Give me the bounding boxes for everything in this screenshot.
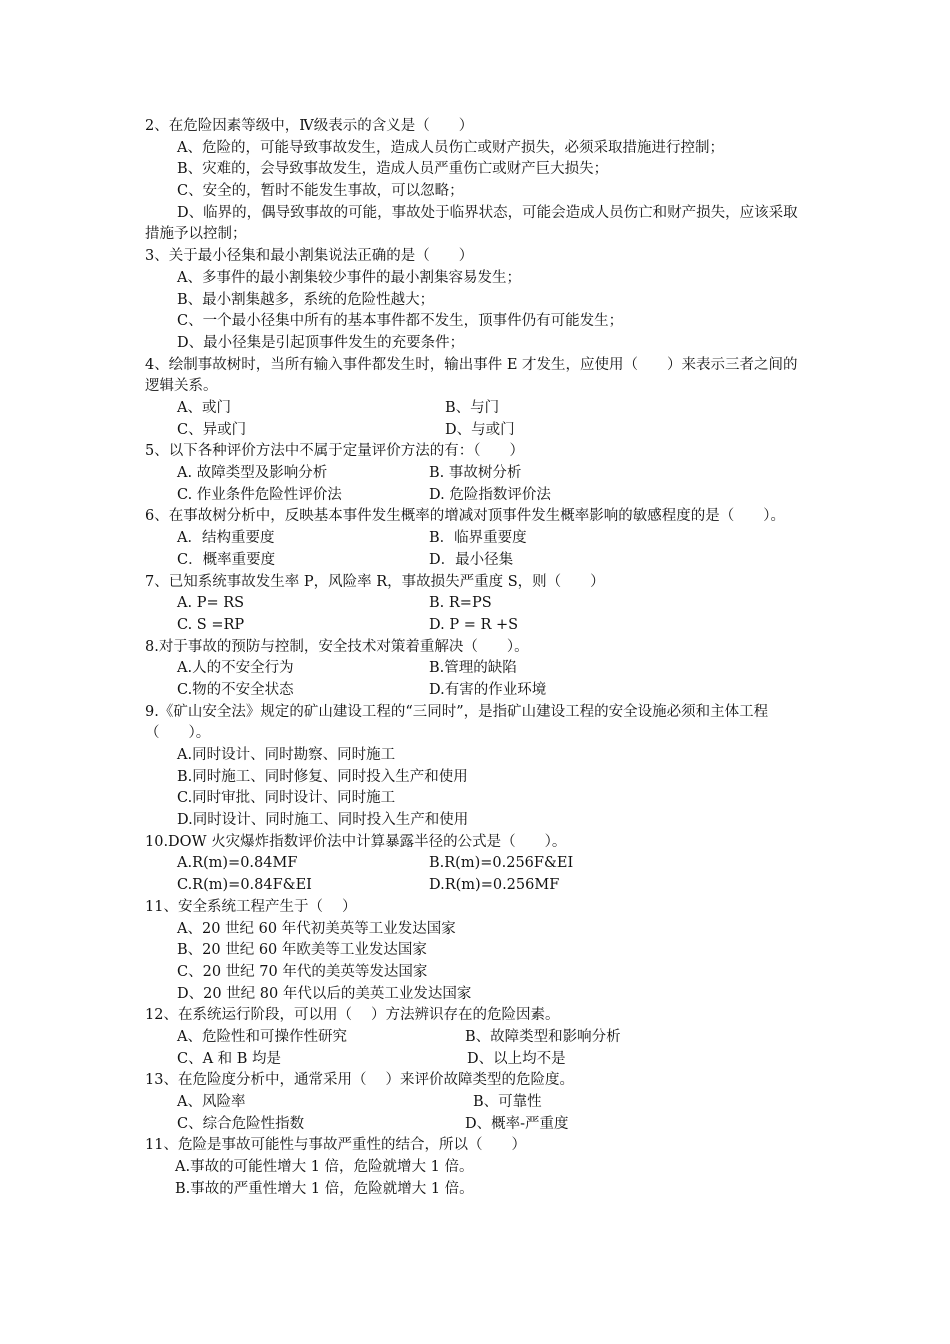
option: D.有害的作业环境 <box>429 681 547 698</box>
option: A.人的不安全行为 <box>177 660 294 677</box>
option: D、以上均不是 <box>467 1050 566 1067</box>
option: A、危险的，可能导致事故发生，造成人员伤亡或财产损失，必须采取措施进行控制； <box>177 139 724 156</box>
option: B、最小割集越多，系统的危险性越大； <box>177 291 435 308</box>
option: D. 危险指数评价法 <box>429 486 551 503</box>
option: D、概率-严重度 <box>465 1115 569 1132</box>
option-row <box>145 485 810 507</box>
option-row <box>145 550 810 572</box>
option: B、20 世纪 60 年欧美等工业发达国家 <box>177 942 427 959</box>
question-stem: 5、以下各种评价方法中不属于定量评价方法的有：（ ） <box>145 443 524 460</box>
option: C、A 和 B 均是 <box>177 1050 282 1067</box>
question-stem: 3、关于最小径集和最小割集说法正确的是（ ） <box>145 248 474 265</box>
option: B、故障类型和影响分析 <box>465 1028 621 1045</box>
option-row <box>145 658 810 680</box>
option-row <box>145 680 810 702</box>
option: D.R(m)=0.256MF <box>429 877 560 894</box>
question-stem: 11、危险是事故可能性与事故严重性的结合，所以（ ） <box>145 1137 526 1154</box>
option-row <box>145 853 810 875</box>
option: B. R=PS <box>429 595 492 612</box>
option: C、20 世纪 70 年代的美英等发达国家 <box>177 963 428 980</box>
question-sheet <box>145 116 810 1200</box>
option: A.R(m)=0.84MF <box>177 855 298 872</box>
option: C、一个最小径集中所有的基本事件都不发生，顶事件仍有可能发生； <box>177 313 624 330</box>
option-row <box>145 420 810 442</box>
option-row <box>145 1114 810 1136</box>
option: D. P = R +S <box>429 616 519 633</box>
option: B. 事故树分析 <box>429 465 522 482</box>
option: B.事故的严重性增大 1 倍，危险就增大 1 倍。 <box>175 1180 474 1197</box>
option: A．结构重要度 <box>177 530 275 547</box>
option: A、20 世纪 60 年代初美英等工业发达国家 <box>177 920 456 937</box>
question-stem: 6、在事故树分析中，反映基本事件发生概率的增减对顶事件发生概率影响的敏感程度的是（ ）。 <box>145 508 785 525</box>
option-row <box>145 1049 810 1071</box>
question-stem: 11、安全系统工程产生于（ ） <box>145 898 357 915</box>
option: C、综合危险性指数 <box>177 1115 305 1132</box>
option: B.同时施工、同时修复、同时投入生产和使用 <box>177 768 468 785</box>
option: B．临界重要度 <box>429 530 527 547</box>
question-stem: 8.对于事故的预防与控制，安全技术对策着重解决（ ）。 <box>145 638 529 655</box>
option: C.物的不安全状态 <box>177 681 294 698</box>
option: A、危险性和可操作性研究 <box>177 1028 347 1045</box>
option: A、多事件的最小割集较少事件的最小割集容易发生； <box>177 269 521 286</box>
option: C. S =RP <box>177 616 245 633</box>
question-stem: 10.DOW 火灾爆炸指数评价法中计算暴露半径的公式是（ ）。 <box>145 833 567 850</box>
option: C、安全的，暂时不能发生事故，可以忽略； <box>177 183 464 200</box>
option: A.同时设计、同时勘察、同时施工 <box>177 747 396 764</box>
option-row <box>145 528 810 550</box>
option: B、灾难的，会导致事故发生，造成人员严重伤亡或财产巨大损失； <box>177 161 609 178</box>
option: A、风险率 <box>177 1094 246 1111</box>
question-stem: 9.《矿山安全法》规定的矿山建设工程的“三同时”，是指矿山建设工程的安全设施必须和主体工程（ ）。 <box>145 703 769 742</box>
option: A、或门 <box>177 400 231 416</box>
question-stem: 4、绘制事故树时，当所有输入事件都发生时，输出事件 E 才发生，应使用（ ）来表示三者之间的逻辑关系。 <box>145 356 798 395</box>
question-stem: 7、已知系统事故发生率 P，风险率 R，事故损失严重度 S，则（ ） <box>145 573 605 590</box>
option-row <box>145 1092 810 1114</box>
option: D.同时设计、同时施工、同时投入生产和使用 <box>177 812 469 829</box>
option: B、可靠性 <box>473 1094 542 1111</box>
option: D．最小径集 <box>429 551 514 568</box>
option-row <box>145 615 810 637</box>
option: C.R(m)=0.84F&EI <box>177 877 312 894</box>
option: C、异或门 <box>177 421 247 438</box>
option: B、与门 <box>445 400 500 416</box>
option-row <box>145 593 810 615</box>
option: D、20 世纪 80 年代以后的美英工业发达国家 <box>177 985 472 1002</box>
option: B.管理的缺陷 <box>429 660 517 677</box>
option: C．概率重要度 <box>177 551 276 568</box>
question-stem: 12、在系统运行阶段，可以用（ ）方法辨识存在的危险因素。 <box>145 1007 560 1024</box>
option: C.同时审批、同时设计、同时施工 <box>177 790 396 807</box>
option: B.R(m)=0.256F&EI <box>429 855 574 872</box>
option: A.事故的可能性增大 1 倍，危险就增大 1 倍。 <box>175 1159 474 1176</box>
option-row <box>145 463 810 485</box>
option-row <box>145 875 810 897</box>
option-row <box>145 398 810 420</box>
option: D、与或门 <box>445 421 515 438</box>
question-stem: 2、在危险因素等级中，Ⅳ级表示的含义是（ ） <box>145 118 474 134</box>
option: A. P= RS <box>177 595 245 612</box>
option: C. 作业条件危险性评价法 <box>177 486 342 503</box>
option: D、最小径集是引起顶事件发生的充要条件； <box>177 334 465 351</box>
option: D、临界的，偶导致事故的可能，事故处于临界状态，可能会造成人员伤亡和财产损失，应该采取措施予以控制； <box>145 204 798 243</box>
option-row <box>145 1027 810 1049</box>
option: A. 故障类型及影响分析 <box>177 465 328 482</box>
question-stem: 13、在危险度分析中，通常采用（ ）来评价故障类型的危险度。 <box>145 1072 575 1089</box>
